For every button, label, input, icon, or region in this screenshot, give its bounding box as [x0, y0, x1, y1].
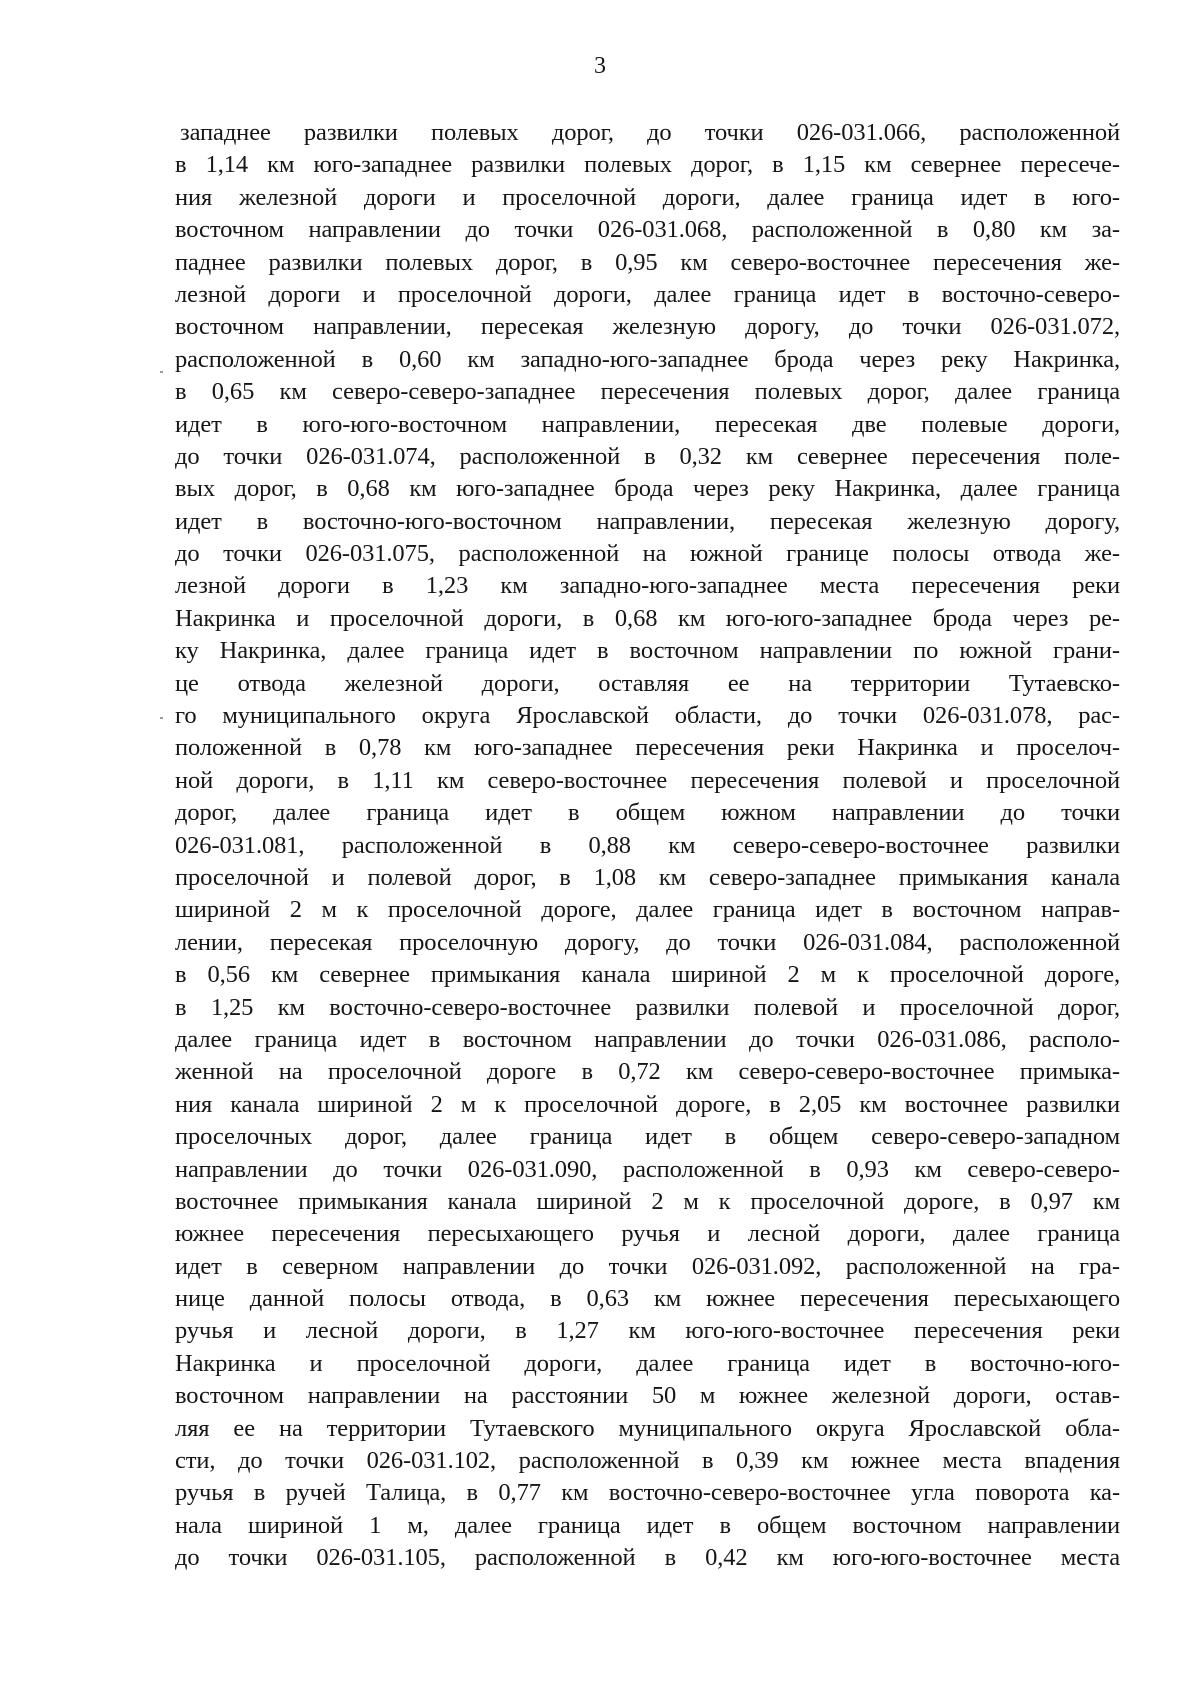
text-line: идет в северном направлении до точки 026-031.092, расположенной на гра-	[175, 1252, 1120, 1280]
text-line: проселочной и полевой дорог, в 1,08 км северо-западнее примыкания канала	[175, 863, 1120, 891]
text-line: южнее пересечения пересыхающего ручья и лесной дороги, далее граница	[175, 1220, 1120, 1248]
text-line: лезной дороги в 1,23 км западно-юго-западнее места пересечения реки	[175, 572, 1120, 600]
text-line: ручья и лесной дороги, в 1,27 км юго-юго-восточнее пересечения реки	[175, 1317, 1120, 1345]
text-line: ляя ее на территории Тутаевского муниципального округа Ярославской обла-	[175, 1414, 1120, 1442]
text-line: до точки 026-031.075, расположенной на южной границе полосы отвода же-	[175, 540, 1120, 568]
text-line: нице данной полосы отвода, в 0,63 км южнее пересечения пересыхающего	[175, 1285, 1120, 1313]
text-line: идет в юго-юго-восточном направлении, пересекая две полевые дороги,	[175, 410, 1120, 438]
scan-artifact-mark	[160, 717, 163, 719]
text-line: восточнее примыкания канала шириной 2 м к проселочной дороге, в 0,97 км	[175, 1187, 1120, 1215]
text-line: шириной 2 м к проселочной дороге, далее граница идет в восточном направ-	[175, 896, 1120, 924]
text-line: лезной дороги и проселочной дороги, далее граница идет в восточно-северо-	[175, 280, 1120, 308]
text-line: далее граница идет в восточном направлении до точки 026-031.086, располо-	[175, 1025, 1120, 1053]
text-line: ку Накринка, далее граница идет в восточном направлении по южной грани-	[175, 637, 1120, 665]
text-line: женной на проселочной дороге в 0,72 км северо-северо-восточнее примыка-	[175, 1058, 1120, 1086]
text-line: в 0,65 км северо-северо-западнее пересечения полевых дорог, далее граница	[175, 378, 1120, 406]
text-line: расположенной в 0,60 км западно-юго-западнее брода через реку Накринка,	[175, 345, 1120, 373]
text-line: идет в восточно-юго-восточном направлении, пересекая железную дорогу,	[175, 507, 1120, 535]
scan-artifact-mark	[160, 371, 163, 373]
text-line: нала шириной 1 м, далее граница идет в общем восточном направлении	[175, 1511, 1120, 1539]
text-line: в 0,56 км севернее примыкания канала шириной 2 м к проселочной дороге,	[175, 961, 1120, 989]
text-line: дорог, далее граница идет в общем южном направлении до точки	[175, 799, 1120, 827]
text-line: сти, до точки 026-031.102, расположенной в 0,39 км южнее места впадения	[175, 1447, 1120, 1475]
text-line: це отвода железной дороги, оставляя ее на территории Тутаевско-	[175, 669, 1120, 697]
text-line: ручья в ручей Талица, в 0,77 км восточно-северо-восточнее угла поворота ка-	[175, 1479, 1120, 1507]
text-line: ной дороги, в 1,11 км северо-восточнее пересечения полевой и проселочной	[175, 766, 1120, 794]
text-line: лении, пересекая проселочную дорогу, до точки 026-031.084, расположенной	[175, 928, 1120, 956]
text-line: го муниципального округа Ярославской области, до точки 026-031.078, рас-	[175, 702, 1120, 730]
page-number: 3	[594, 53, 606, 79]
text-line: ния железной дороги и проселочной дороги, далее граница идет в юго-	[175, 183, 1120, 211]
text-line: Накринка и проселочной дороги, в 0,68 км юго-юго-западнее брода через ре-	[175, 604, 1120, 632]
text-line: вых дорог, в 0,68 км юго-западнее брода через реку Накринка, далее граница	[175, 475, 1120, 503]
text-line: восточном направлении до точки 026-031.068, расположенной в 0,80 км за-	[175, 216, 1120, 244]
text-line: 026-031.081, расположенной в 0,88 км северо-северо-восточнее развилки	[175, 831, 1120, 859]
text-line: проселочных дорог, далее граница идет в общем северо-северо-западном	[175, 1123, 1120, 1151]
text-line: западнее развилки полевых дорог, до точки 026-031.066, расположенной	[180, 119, 1120, 146]
text-line: паднее развилки полевых дорог, в 0,95 км северо-восточнее пересечения же-	[175, 248, 1120, 276]
text-line: Накринка и проселочной дороги, далее граница идет в восточно-юго-	[175, 1349, 1120, 1377]
text-line: восточном направлении на расстоянии 50 м южнее железной дороги, остав-	[175, 1382, 1120, 1410]
text-line: до точки 026-031.105, расположенной в 0,42 км юго-юго-восточнее места	[175, 1544, 1120, 1572]
text-line: в 1,25 км восточно-северо-восточнее развилки полевой и проселочной дорог,	[175, 993, 1120, 1021]
text-line: ния канала шириной 2 м к проселочной дороге, в 2,05 км восточнее развилки	[175, 1090, 1120, 1118]
text-line: положенной в 0,78 км юго-западнее пересечения реки Накринка и проселоч-	[175, 734, 1120, 762]
text-line: до точки 026-031.074, расположенной в 0,32 км севернее пересечения поле-	[175, 442, 1120, 470]
text-line: направлении до точки 026-031.090, расположенной в 0,93 км северо-северо-	[175, 1155, 1120, 1183]
body-text	[175, 117, 1120, 1575]
text-line: восточном направлении, пересекая железную дорогу, до точки 026-031.072,	[175, 313, 1120, 341]
text-line: в 1,14 км юго-западнее развилки полевых дорог, в 1,15 км севернее пересече-	[175, 151, 1120, 179]
